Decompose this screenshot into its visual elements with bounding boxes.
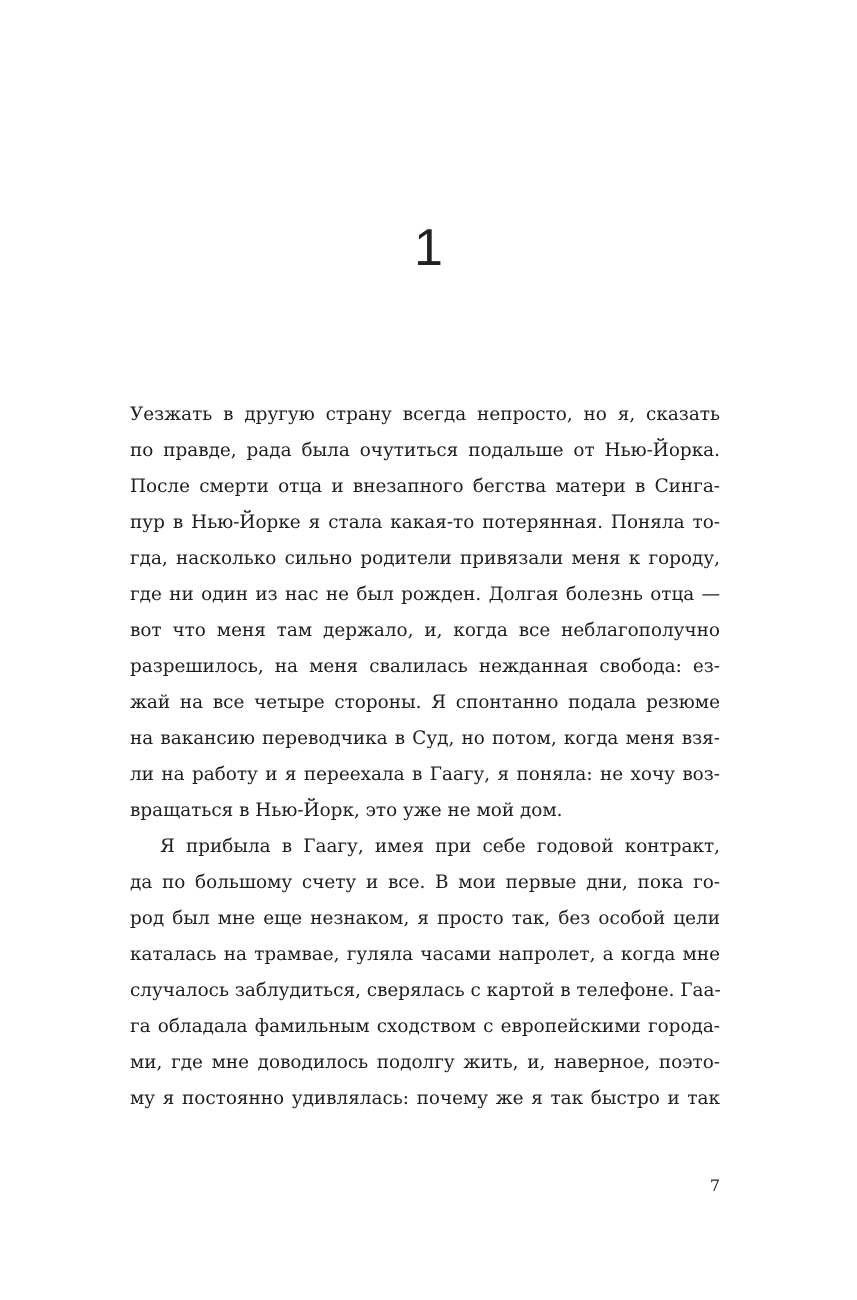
text-line: где ни один из нас не был рожден. Долгая болезнь отца — bbox=[130, 584, 720, 605]
text-line: случалось заблудиться, сверялась с картой в телефоне. Гаа- bbox=[130, 980, 721, 1001]
text-line: Я прибыла в Гаагу, имея при себе годовой контракт, bbox=[160, 836, 720, 857]
text-line: жай на все четыре стороны. Я спонтанно подала резюме bbox=[130, 692, 720, 713]
chapter-number: 1 bbox=[414, 219, 443, 277]
text-line: После смерти отца и внезапного бегства матери в Синга- bbox=[130, 476, 720, 497]
body-text bbox=[130, 397, 720, 1117]
text-line: да по большому счету и все. В мои первые дни, пока го- bbox=[130, 872, 720, 893]
paragraph bbox=[130, 397, 720, 829]
text-line: ли на работу и я переехала в Гаагу, я поняла: не хочу воз- bbox=[130, 764, 720, 785]
text-line: вот что меня там держало, и, когда все неблагополучно bbox=[130, 620, 720, 641]
text-line: каталась на трамвае, гуляла часами напролет, а когда мне bbox=[130, 944, 720, 965]
text-line: на вакансию переводчика в Суд, но потом, когда меня взя- bbox=[130, 728, 720, 749]
text-line: по правде, рада была очутиться подальше от Нью-Йорка. bbox=[130, 440, 720, 461]
text-line: вращаться в Нью-Йорк, это уже не мой дом. bbox=[130, 800, 563, 821]
text-line: Уезжать в другую страну всегда непросто, но я, сказать bbox=[130, 404, 720, 425]
text-line: разрешилось, на меня свалилась нежданная свобода: ез- bbox=[130, 656, 720, 677]
text-line: род был мне еще незнаком, я просто так, без особой цели bbox=[130, 908, 720, 929]
page-number: 7 bbox=[709, 1176, 720, 1195]
text-line: га обладала фамильным сходством с европейскими городa- bbox=[130, 1016, 720, 1037]
text-line: му я постоянно удивлялась: почему же я так быстро и так bbox=[130, 1088, 720, 1109]
text-line: гда, насколько сильно родители привязали меня к городу, bbox=[130, 548, 720, 569]
text-line: ми, где мне доводилось подолгу жить, и, наверное, поэто- bbox=[130, 1052, 720, 1073]
text-line: пур в Нью-Йорке я стала какая-то потерянная. Поняла то- bbox=[130, 512, 720, 533]
paragraph bbox=[130, 829, 720, 1117]
